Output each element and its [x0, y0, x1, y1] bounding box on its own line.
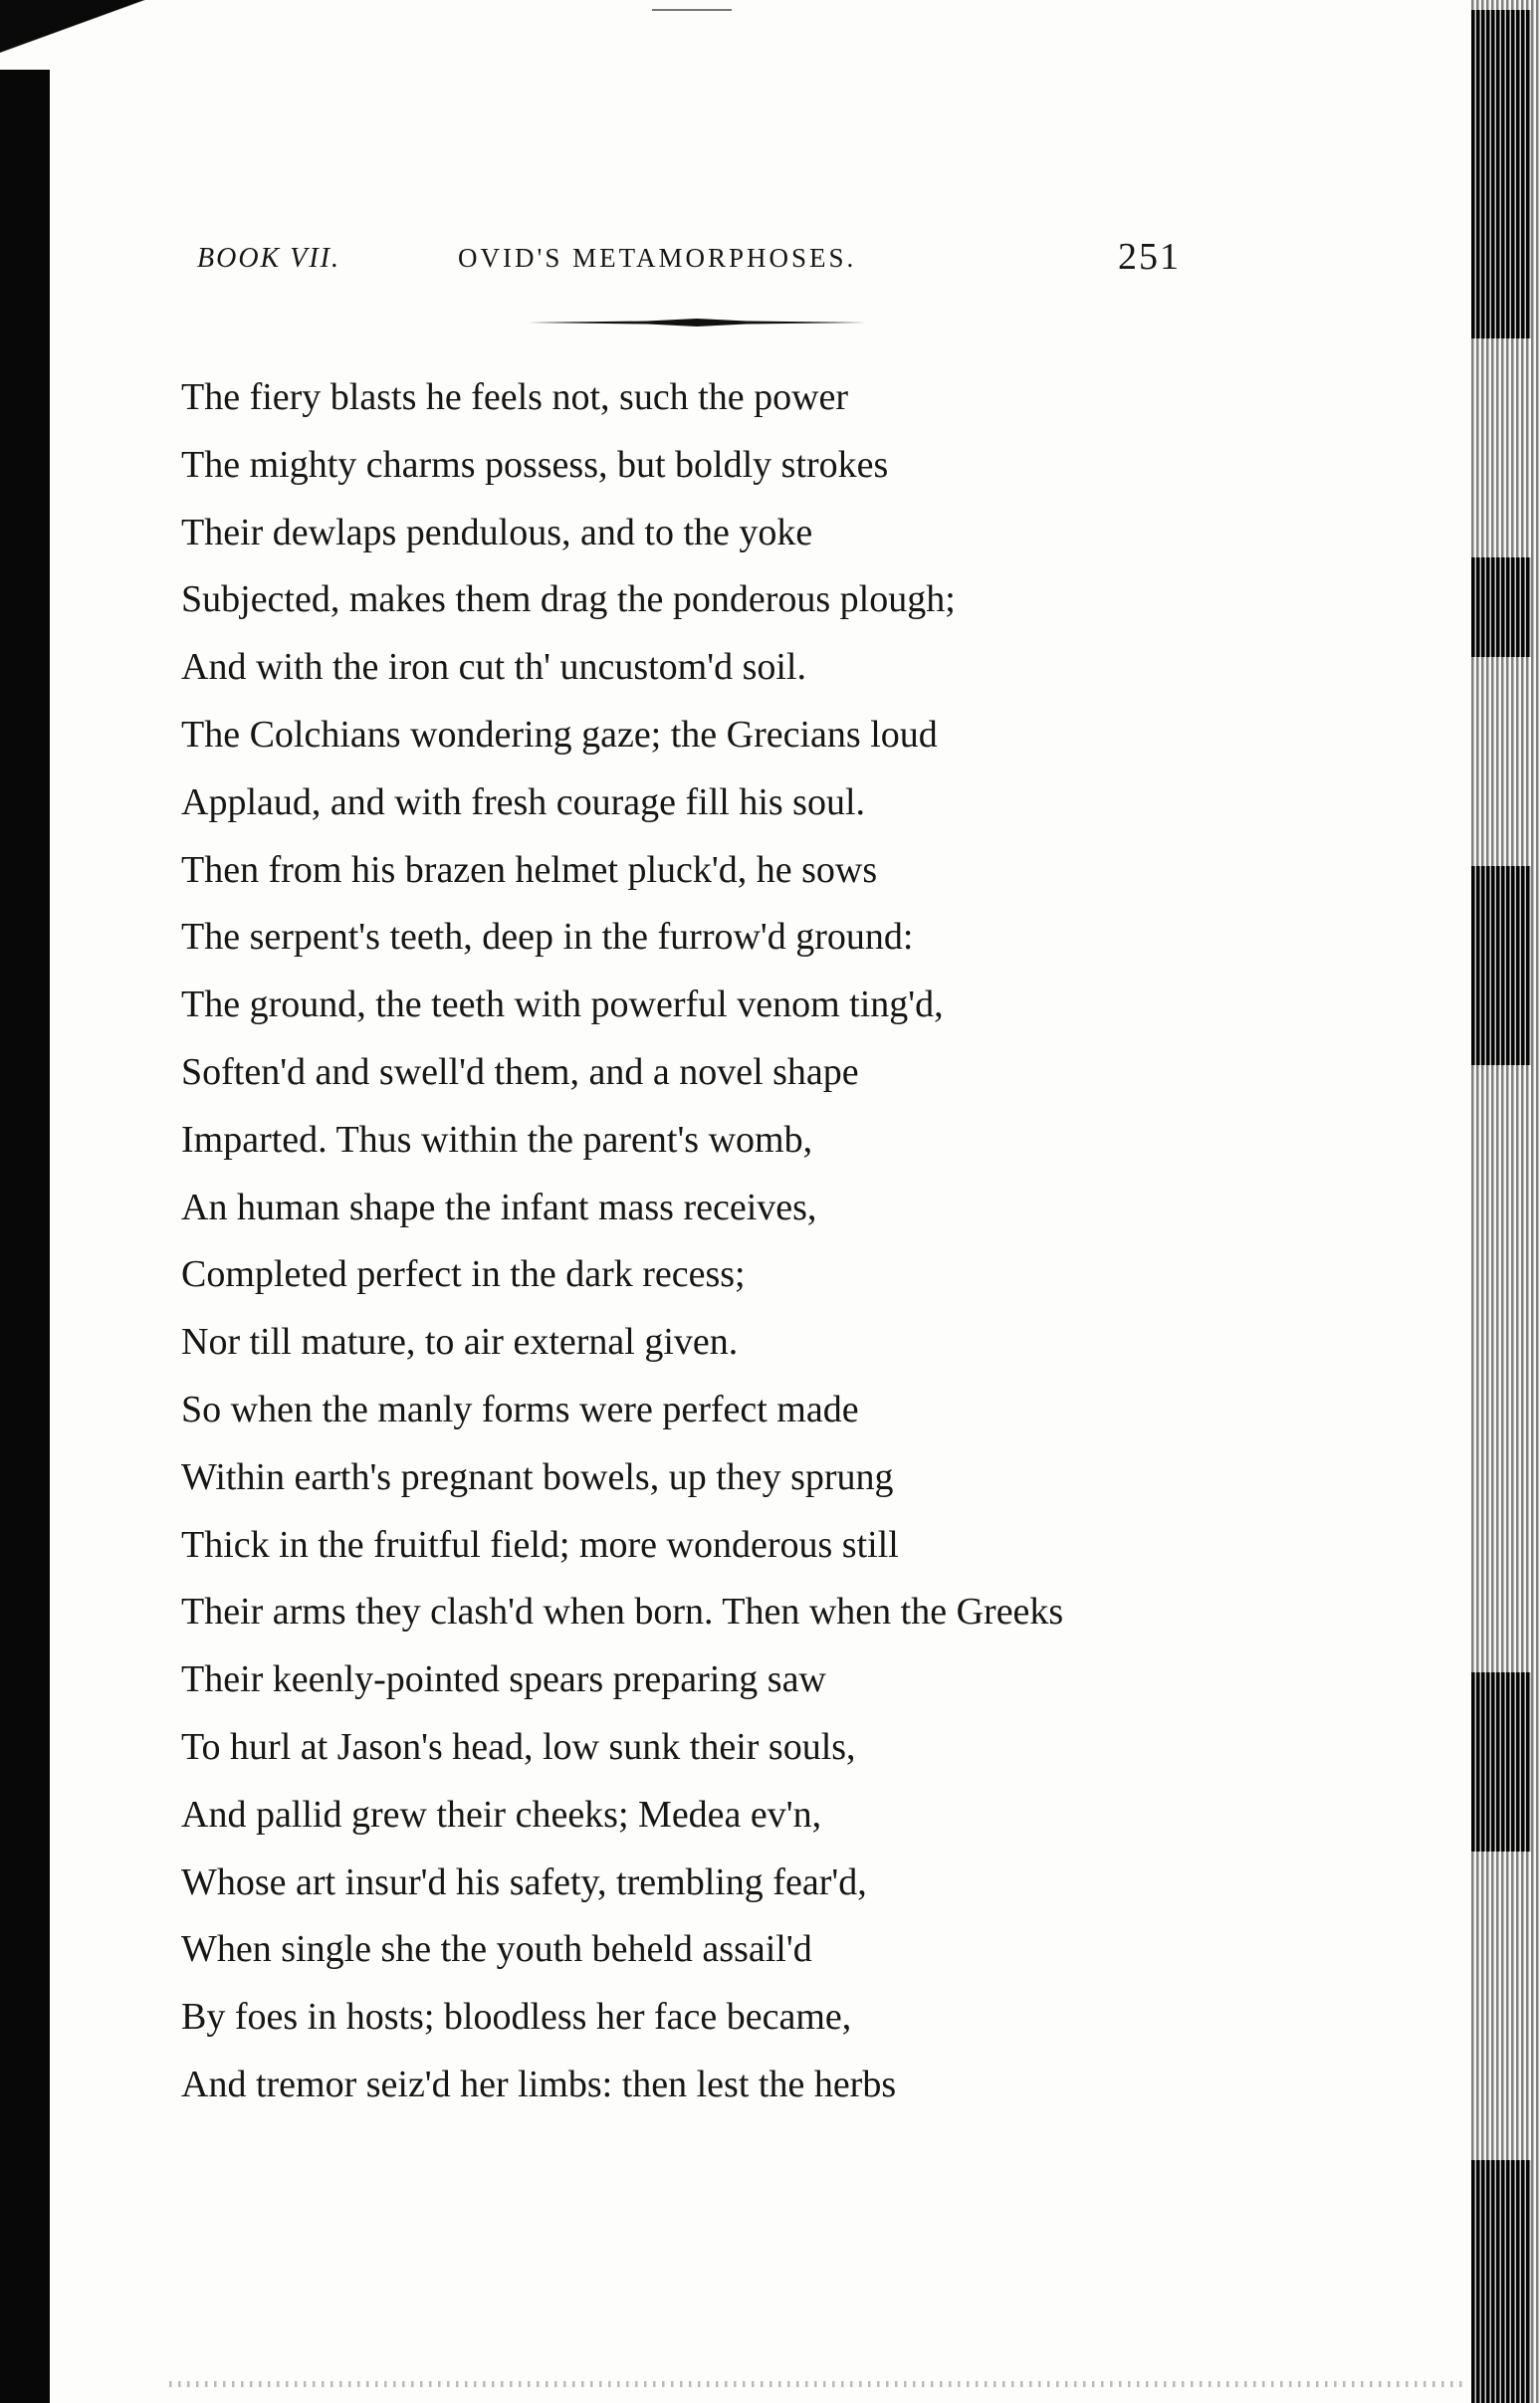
verse-line: Completed perfect in the dark recess;: [181, 1253, 746, 1296]
verse-line: Then from his brazen helmet pluck'd, he sows: [181, 848, 878, 891]
scan-noise-bottom: [169, 2381, 1463, 2387]
verse-line: And tremor seiz'd her limbs: then lest the herbs: [181, 2063, 897, 2105]
verse-line: Their keenly-pointed spears preparing saw: [181, 1658, 826, 1701]
verse-line: Whose art insur'd his safety, trembling fear'd,: [181, 1860, 867, 1903]
poem-text: [181, 364, 1256, 2119]
verse-line: An human shape the infant mass receives,: [181, 1186, 817, 1228]
verse-line: The Colchians wondering gaze; the Grecians loud: [181, 713, 938, 756]
page-edge-right-dark-2: [1471, 557, 1531, 657]
page-edge-right-dark-5: [1471, 2160, 1531, 2403]
verse-line: So when the manly forms were perfect made: [181, 1388, 859, 1430]
scan-mark-top: [652, 9, 732, 11]
binding-edge-left: [0, 70, 50, 2403]
running-header: [179, 237, 1205, 287]
verse-line: To hurl at Jason's head, low sunk their souls,: [181, 1725, 856, 1768]
page-number: 251: [1118, 236, 1181, 278]
page-edge-right-dark-3: [1471, 866, 1531, 1065]
verse-line: Thick in the fruitful field; more wonderous still: [181, 1523, 899, 1566]
page-edge-right-dark-1: [1471, 10, 1531, 338]
header-book: BOOK VII.: [197, 243, 340, 274]
verse-line: The mighty charms possess, but boldly strokes: [181, 443, 889, 486]
verse-line: Imparted. Thus within the parent's womb,: [181, 1118, 813, 1161]
header-title: OVID'S METAMORPHOSES.: [458, 243, 857, 273]
binding-edge-corner: [0, 0, 159, 58]
verse-line: The serpent's teeth, deep in the furrow'd ground:: [181, 916, 914, 959]
verse-line: Nor till mature, to air external given.: [181, 1321, 739, 1364]
verse-line: And pallid grew their cheeks; Medea ev'n,: [181, 1793, 822, 1836]
header-ornament-rule: [528, 317, 866, 328]
verse-line: Their arms they clash'd when born. Then when the Greeks: [181, 1591, 1064, 1634]
page-edge-right-dark-4: [1471, 1672, 1531, 1852]
verse-line: Subjected, makes them drag the ponderous plough;: [181, 578, 956, 621]
verse-line: Applaud, and with fresh courage fill his soul.: [181, 780, 866, 823]
verse-line: Within earth's pregnant bowels, up they sprung: [181, 1455, 894, 1498]
verse-line: And with the iron cut th' uncustom'd soil.: [181, 646, 806, 689]
verse-line: By foes in hosts; bloodless her face became,: [181, 1996, 852, 2039]
verse-line: When single she the youth beheld assail'd: [181, 1928, 812, 1971]
verse-line: The ground, the teeth with powerful venom ting'd,: [181, 983, 944, 1026]
verse-line: The fiery blasts he feels not, such the power: [181, 376, 849, 418]
verse-line: Their dewlaps pendulous, and to the yoke: [181, 511, 813, 553]
page-edge-right: [1471, 0, 1540, 2403]
verse-line: Soften'd and swell'd them, and a novel shape: [181, 1050, 859, 1093]
